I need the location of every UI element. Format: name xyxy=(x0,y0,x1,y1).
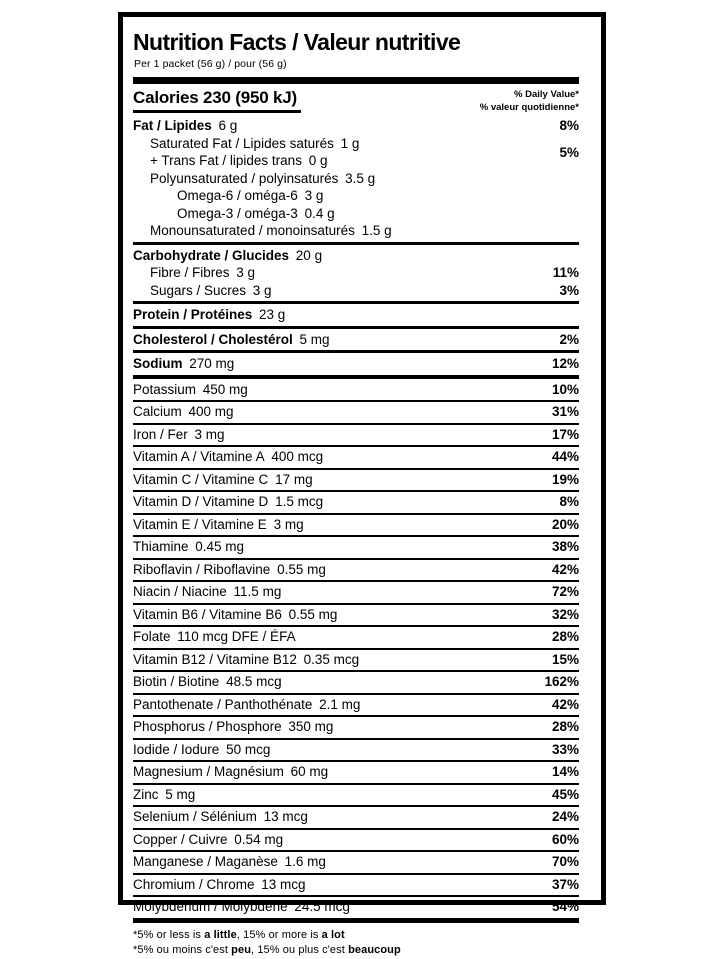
nutrient-amount: 6 g xyxy=(211,118,238,134)
nutrient-row xyxy=(133,187,579,205)
nutrient-percent: 60% xyxy=(551,831,579,847)
nutrient-name: Vitamin B12 / Vitamine B12 xyxy=(133,651,297,667)
nutrient-row xyxy=(133,152,579,170)
footnote-text: , 15% ou plus c'est xyxy=(251,944,349,957)
nutrient-name: Potassium xyxy=(133,381,197,397)
nutrient-name-amount xyxy=(133,117,237,135)
nutrient-name: + Trans Fat / lipides trans xyxy=(150,153,302,169)
nutrient-name-amount xyxy=(133,538,244,557)
micronutrient-row xyxy=(133,605,579,628)
nutrient-name: Cholesterol / Cholestérol xyxy=(133,331,293,347)
footnote-line xyxy=(133,943,579,958)
nutrient-amount: 3 g xyxy=(297,188,324,204)
micronutrient-row xyxy=(133,695,579,718)
micronutrient-row xyxy=(133,537,579,560)
nutrient-name-amount xyxy=(133,606,337,625)
micronutrient-row xyxy=(133,425,579,448)
nutrient-name-amount xyxy=(133,898,350,917)
nutrient-amount: 13 mcg xyxy=(256,809,308,825)
micronutrient-row xyxy=(133,740,579,763)
nutrient-row xyxy=(133,222,579,240)
footnote-text: a little xyxy=(204,928,237,941)
nutrient-amount: 450 mg xyxy=(196,381,248,397)
nutrient-row xyxy=(133,355,579,373)
nutrient-row xyxy=(133,135,579,160)
nutrient-name: Calcium xyxy=(133,404,182,420)
nutrient-amount: 23 g xyxy=(252,307,286,323)
nutrient-name-amount xyxy=(133,651,359,670)
nutrient-amount: 1.5 mcg xyxy=(268,494,324,510)
nutrient-amount: 13 mcg xyxy=(254,876,306,892)
nutrient-percent: 54% xyxy=(551,899,579,915)
nutrient-amount: 60 mg xyxy=(283,764,329,780)
nutrient-name-amount xyxy=(133,831,283,850)
nutrient-percent: 38% xyxy=(551,539,579,555)
nutrient-name-amount xyxy=(133,493,323,512)
nutrient-name: Vitamin C / Vitamine C xyxy=(133,471,269,487)
nutrient-percent: 45% xyxy=(551,786,579,802)
nutrient-row xyxy=(133,264,579,282)
micronutrient-row xyxy=(133,875,579,898)
nutrient-name-amount xyxy=(150,170,375,188)
nutrient-name-amount xyxy=(133,628,296,647)
label-content xyxy=(123,17,601,959)
micronutrient-row xyxy=(133,515,579,538)
divider xyxy=(133,77,579,84)
nutrient-percent: 32% xyxy=(551,606,579,622)
micronutrient-row xyxy=(133,830,579,853)
nutrient-amount: 0.55 mg xyxy=(281,606,338,622)
nutrient-percent: 72% xyxy=(551,584,579,600)
nutrient-name: Vitamin A / Vitamine A xyxy=(133,449,265,465)
nutrient-name: Riboflavin / Riboflavine xyxy=(133,561,271,577)
nutrient-name: Carbohydrate / Glucides xyxy=(133,247,290,263)
nutrient-name-amount xyxy=(133,718,333,737)
nutrient-name-amount xyxy=(133,673,282,692)
nutrient-amount: 3 g xyxy=(229,265,256,281)
nutrient-percent: 42% xyxy=(551,561,579,577)
nutrient-percent: 37% xyxy=(551,876,579,892)
nutrient-amount: 3 mg xyxy=(266,516,304,532)
micronutrient-row xyxy=(133,470,579,493)
nutrient-amount: 24.5 mcg xyxy=(287,899,350,915)
nutrient-row xyxy=(133,282,579,300)
nutrient-amount: 3.5 g xyxy=(338,170,376,186)
footnote-text: a lot xyxy=(321,928,345,941)
nutrient-percent: 5% xyxy=(559,144,579,160)
nutrient-percent: 8% xyxy=(559,494,579,510)
nutrient-name: Pantothenate / Panthothénate xyxy=(133,696,313,712)
nutrient-amount: 5 mg xyxy=(158,786,196,802)
nutrient-name: Vitamin E / Vitamine E xyxy=(133,516,267,532)
calories-value: Calories 230 (950 kJ) xyxy=(133,88,301,113)
nutrient-name-amount xyxy=(133,516,304,535)
nutrient-percent: 70% xyxy=(551,854,579,870)
nutrient-amount: 0.55 mg xyxy=(270,561,326,577)
divider xyxy=(133,242,579,245)
micronutrient-rows xyxy=(133,380,579,923)
nutrient-name: Saturated Fat / Lipides saturés xyxy=(150,135,334,151)
nutrient-amount: 3 mg xyxy=(187,426,225,442)
footnote-text: *5% ou moins c'est xyxy=(133,944,232,957)
nutrient-name: Vitamin B6 / Vitamine B6 xyxy=(133,606,282,622)
nutrient-name-amount xyxy=(133,696,360,715)
nutrient-name: Manganese / Maganèse xyxy=(133,854,278,870)
nutrient-name: Folate xyxy=(133,629,171,645)
nutrient-name-amount xyxy=(133,448,323,467)
nutrient-name-amount xyxy=(150,222,392,240)
nutrient-amount: 0.4 g xyxy=(297,205,335,221)
micronutrient-row xyxy=(133,807,579,830)
nutrient-percent: 42% xyxy=(551,696,579,712)
label-title: Nutrition Facts / Valeur nutritive xyxy=(133,29,461,55)
nutrient-name-amount xyxy=(133,331,330,349)
nutrient-name-amount xyxy=(133,306,285,324)
micronutrient-row xyxy=(133,627,579,650)
nutrient-name: Polyunsaturated / polyinsaturés xyxy=(150,170,339,186)
nutrient-name-amount xyxy=(150,264,255,282)
micronutrient-row xyxy=(133,717,579,740)
nutrient-row xyxy=(133,247,579,265)
nutrient-name-amount xyxy=(133,355,234,373)
nutrient-percent: 31% xyxy=(551,404,579,420)
nutrient-percent: 17% xyxy=(551,426,579,442)
micronutrient-row xyxy=(133,560,579,583)
micronutrient-row xyxy=(133,762,579,785)
nutrient-name-amount xyxy=(133,426,225,445)
nutrient-amount: 11.5 mg xyxy=(226,584,282,600)
nutrient-amount: 5 mg xyxy=(292,331,330,347)
nutrient-amount: 17 mg xyxy=(268,471,313,487)
nutrient-percent: 12% xyxy=(551,356,579,372)
micronutrient-row xyxy=(133,582,579,605)
nutrient-name-amount xyxy=(150,152,327,170)
nutrient-name-amount xyxy=(133,808,308,827)
nutrient-name: Chromium / Chrome xyxy=(133,876,255,892)
nutrient-amount: 350 mg xyxy=(281,719,334,735)
nutrient-amount: 400 mcg xyxy=(264,449,324,465)
nutrient-name-amount xyxy=(133,561,326,580)
nutrient-amount: 400 mg xyxy=(181,404,234,420)
nutrient-name: Magnesium / Magnésium xyxy=(133,764,284,780)
micronutrient-row xyxy=(133,402,579,425)
nutrient-percent: 11% xyxy=(552,265,579,281)
nutrient-percent: 20% xyxy=(551,516,579,532)
nutrient-amount: 270 mg xyxy=(182,356,235,372)
nutrient-percent: 15% xyxy=(551,651,579,667)
nutrient-amount: 110 mcg DFE / ÉFA xyxy=(170,629,296,645)
nutrient-amount: 2.1 mg xyxy=(312,696,361,712)
micronutrient-row xyxy=(133,380,579,403)
daily-value-header-fr: % valeur quotidienne* xyxy=(479,101,579,113)
nutrient-name: Sodium xyxy=(133,356,183,372)
divider xyxy=(133,350,579,353)
nutrient-percent: 14% xyxy=(551,764,579,780)
nutrient-percent: 28% xyxy=(551,629,579,645)
nutrient-percent: 162% xyxy=(544,674,579,690)
nutrient-percent: 44% xyxy=(551,449,579,465)
nutrient-name: Zinc xyxy=(133,786,159,802)
footnotes xyxy=(133,928,579,959)
nutrient-amount: 0.54 mg xyxy=(227,831,284,847)
nutrition-facts-label xyxy=(118,12,606,957)
nutrient-name-amount xyxy=(133,471,313,490)
nutrient-amount: 1.6 mg xyxy=(277,854,326,870)
nutrient-name: Iron / Fer xyxy=(133,426,188,442)
nutrient-amount: 1.5 g xyxy=(354,223,392,239)
serving-size-text: Per 1 packet (56 g) / pour (56 g) xyxy=(134,57,287,70)
nutrient-amount: 0 g xyxy=(301,153,328,169)
micronutrient-row xyxy=(133,852,579,875)
nutrient-name-amount xyxy=(133,381,248,400)
nutrient-amount: 20 g xyxy=(289,247,323,263)
nutrient-percent: 24% xyxy=(551,809,579,825)
nutrient-name: Monounsaturated / monoinsaturés xyxy=(150,223,355,239)
micronutrient-row xyxy=(133,650,579,673)
micronutrient-row xyxy=(133,897,579,923)
nutrient-row xyxy=(133,117,579,135)
nutrient-name: Selenium / Sélénium xyxy=(133,809,257,825)
nutrient-name-amount xyxy=(177,187,323,205)
nutrient-name: Omega-6 / oméga-6 xyxy=(177,188,298,204)
nutrient-amount: 0.35 mcg xyxy=(296,651,360,667)
nutrient-name: Phosphorus / Phosphore xyxy=(133,719,282,735)
nutrient-name: Protein / Protéines xyxy=(133,307,253,323)
nutrient-percent: 3% xyxy=(559,282,579,298)
daily-value-header-en: % Daily Value* xyxy=(514,88,579,100)
micronutrient-row xyxy=(133,447,579,470)
nutrient-name-amount xyxy=(133,403,234,422)
nutrient-name: Copper / Cuivre xyxy=(133,831,228,847)
nutrient-name-amount xyxy=(133,786,195,805)
nutrient-name-amount xyxy=(133,247,322,265)
divider xyxy=(133,326,579,329)
nutrient-row xyxy=(133,331,579,349)
nutrient-percent: 8% xyxy=(559,118,579,134)
footnote-text: , 15% or more is xyxy=(236,928,322,941)
nutrient-name-amount xyxy=(133,876,306,895)
footnote-text: beaucoup xyxy=(348,944,401,957)
footnote-line xyxy=(133,928,579,943)
nutrient-amount: 1 g xyxy=(333,135,360,151)
main-nutrient-rows xyxy=(133,117,579,379)
nutrient-percent: 2% xyxy=(559,331,579,347)
nutrient-amount: 48.5 mcg xyxy=(219,674,282,690)
nutrient-name: Vitamin D / Vitamine D xyxy=(133,494,269,510)
nutrient-name-amount xyxy=(177,205,335,223)
nutrient-row xyxy=(133,205,579,223)
nutrient-name: Fat / Lipides xyxy=(133,118,212,134)
nutrient-name-amount xyxy=(133,763,328,782)
nutrient-row xyxy=(133,170,579,188)
footnote-text: peu xyxy=(231,944,252,957)
nutrient-name: Fibre / Fibres xyxy=(150,265,230,281)
nutrient-percent: 10% xyxy=(551,381,579,397)
nutrient-name: Iodide / Iodure xyxy=(133,741,220,757)
daily-value-header xyxy=(480,88,579,115)
nutrient-name: Biotin / Biotine xyxy=(133,674,220,690)
micronutrient-row xyxy=(133,492,579,515)
nutrient-percent: 19% xyxy=(551,471,579,487)
divider xyxy=(133,375,579,379)
footnote-text: *5% or less is xyxy=(133,928,205,941)
nutrient-name: Molybdenum / Molybdène xyxy=(133,899,288,915)
nutrient-name: Omega-3 / oméga-3 xyxy=(177,205,298,221)
nutrient-name: Niacin / Niacine xyxy=(133,584,227,600)
nutrient-amount: 0.45 mg xyxy=(188,539,245,555)
nutrient-percent: 33% xyxy=(551,741,579,757)
micronutrient-row xyxy=(133,672,579,695)
micronutrient-row xyxy=(133,785,579,808)
nutrient-name-amount xyxy=(133,853,326,872)
nutrient-name-amount xyxy=(133,741,270,760)
calories-row xyxy=(133,88,579,115)
nutrient-percent: 28% xyxy=(551,719,579,735)
nutrient-name: Sugars / Sucres xyxy=(150,282,247,298)
nutrient-amount: 3 g xyxy=(246,282,272,298)
nutrient-amount: 50 mcg xyxy=(219,741,271,757)
nutrient-name-amount xyxy=(150,282,272,300)
nutrient-name-amount xyxy=(150,135,359,153)
nutrient-name-amount xyxy=(133,583,281,602)
divider xyxy=(133,301,579,304)
nutrient-row xyxy=(133,306,579,324)
nutrient-name: Thiamine xyxy=(133,539,189,555)
